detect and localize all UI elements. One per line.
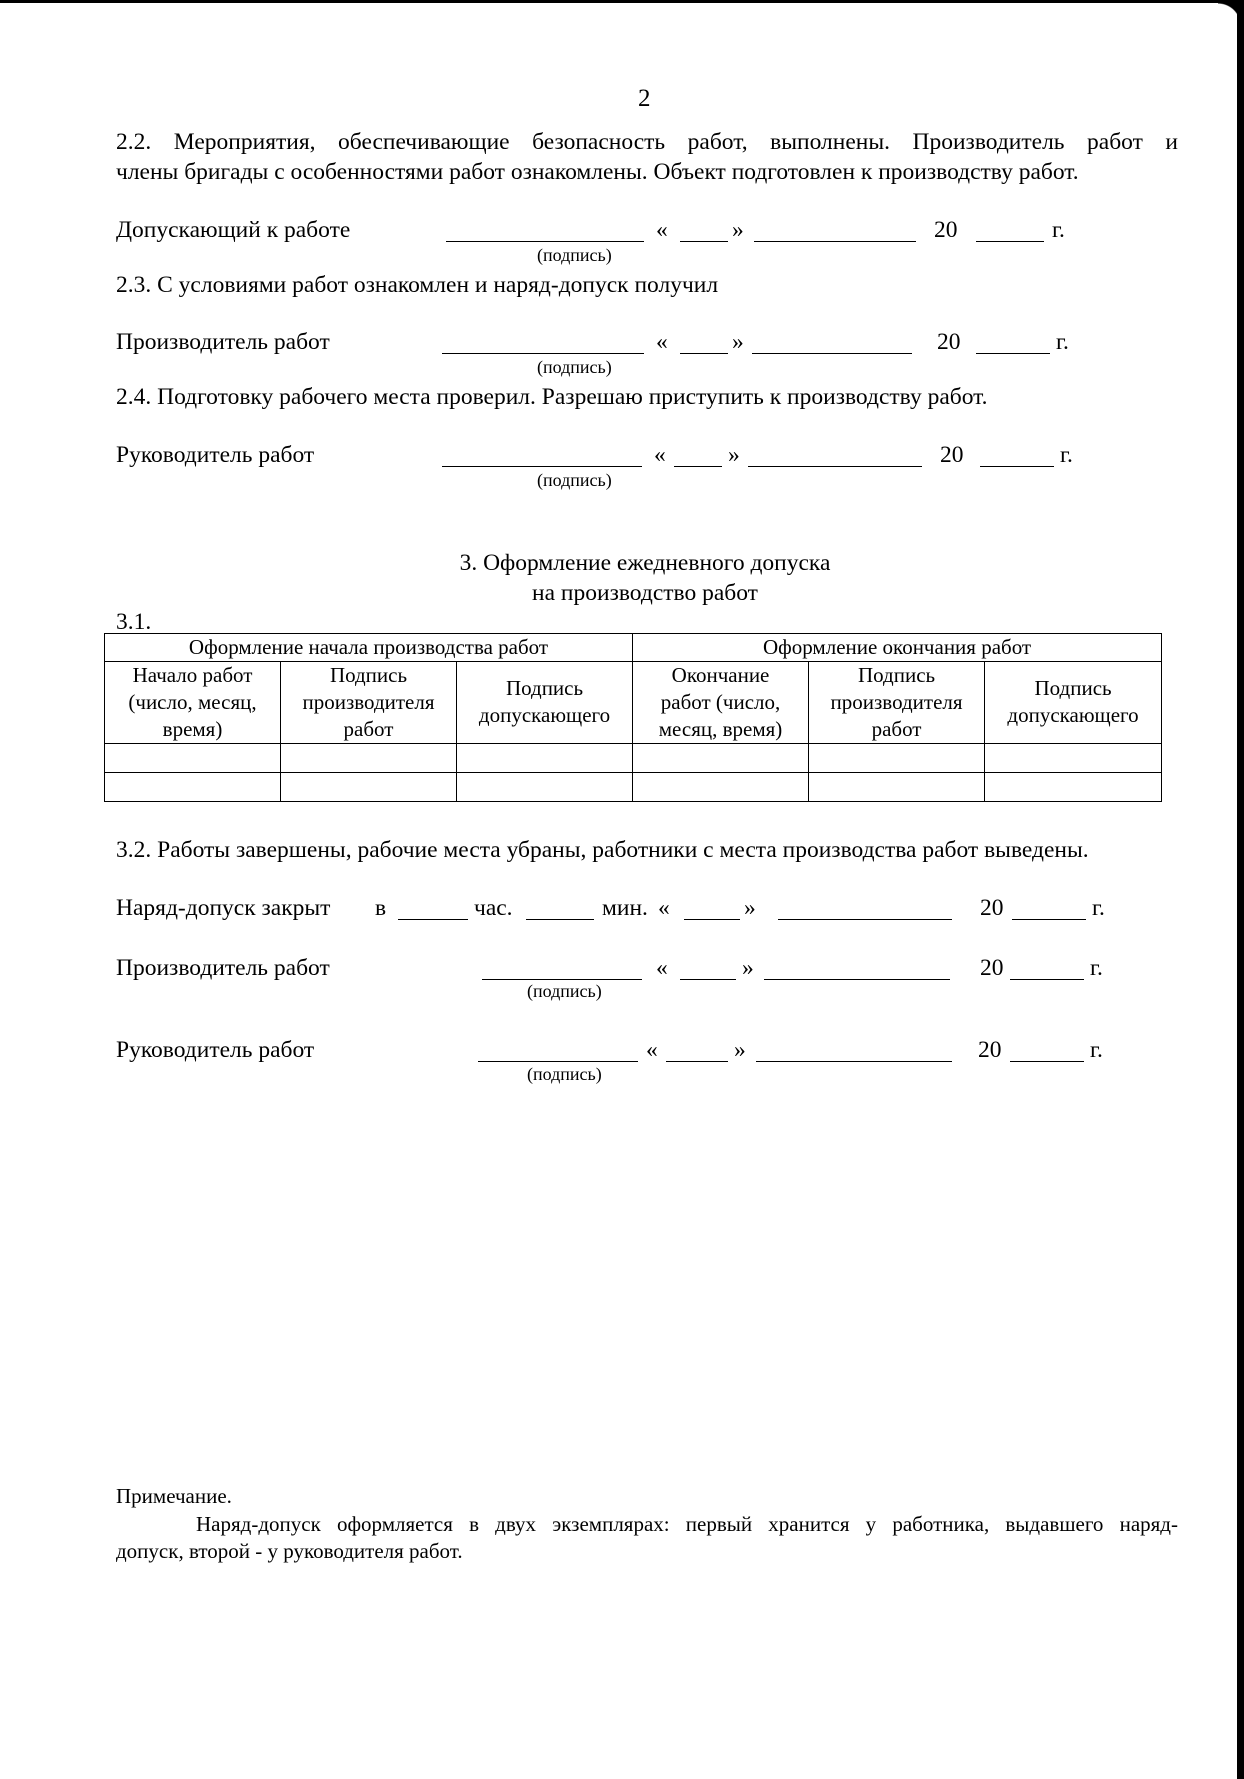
minutes-line xyxy=(526,919,594,920)
note-title: Примечание. xyxy=(116,1484,232,1508)
date-close-quote: » xyxy=(744,895,756,921)
date-open-quote: « xyxy=(654,442,666,468)
day-line xyxy=(666,1061,728,1062)
table-cell[interactable] xyxy=(985,743,1162,772)
year-prefix: 20 xyxy=(980,895,1004,921)
year-line xyxy=(976,241,1044,242)
scan-edge-right xyxy=(1237,0,1244,1779)
table-row xyxy=(105,772,1162,801)
day-line xyxy=(674,466,722,467)
year-prefix: 20 xyxy=(937,329,961,355)
minutes-label: мин. xyxy=(602,895,648,921)
table-cell[interactable] xyxy=(105,772,281,801)
date-open-quote: « xyxy=(646,1037,658,1063)
year-line xyxy=(976,353,1050,354)
year-line xyxy=(980,466,1054,467)
manager-signature-line xyxy=(442,466,642,467)
scan-edge-top xyxy=(0,0,1244,3)
year-suffix: г. xyxy=(1056,329,1069,355)
date-close-quote: » xyxy=(732,329,744,355)
closed-label: Наряд-допуск закрыт xyxy=(116,895,331,921)
s3-heading-line1: 3. Оформление ежедневного допуска xyxy=(459,550,831,576)
table-cell[interactable] xyxy=(633,743,809,772)
s2-4-text: 2.4. Подготовку рабочего места проверил. Разрешаю приступить к производству работ. xyxy=(116,384,988,410)
signature-caption: (подпись) xyxy=(527,1064,602,1084)
col-header-admitter-signature-end: Подпись допускающего xyxy=(985,662,1162,744)
table-cell[interactable] xyxy=(809,743,985,772)
year-suffix: г. xyxy=(1090,1037,1103,1063)
table-cell[interactable] xyxy=(633,772,809,801)
closing-producer-label: Производитель работ xyxy=(116,955,330,981)
month-line xyxy=(756,1061,952,1062)
group-header-start: Оформление начала производства работ xyxy=(105,634,633,662)
table-cell[interactable] xyxy=(457,743,633,772)
day-line xyxy=(680,979,736,980)
table-cell[interactable] xyxy=(105,743,281,772)
col-header-producer-signature-end: Подпись производителя работ xyxy=(809,662,985,744)
closed-in-word: в xyxy=(375,895,387,921)
s2-2-line1: 2.2. Мероприятия, обеспечивающие безопасность работ, выполнены. Производитель работ и xyxy=(116,129,1178,155)
closing-producer-signature-line xyxy=(482,979,642,980)
year-line xyxy=(1010,1061,1084,1062)
col-header-start-time: Начало работ (число, месяц, время) xyxy=(105,662,281,744)
signature-caption: (подпись) xyxy=(527,981,602,1001)
table-cell[interactable] xyxy=(809,772,985,801)
date-open-quote: « xyxy=(656,329,668,355)
year-line xyxy=(1010,979,1084,980)
manager-label: Руководитель работ xyxy=(116,442,315,468)
year-prefix: 20 xyxy=(940,442,964,468)
admitter-signature-line xyxy=(446,241,644,242)
closing-manager-label: Руководитель работ xyxy=(116,1037,315,1063)
s2-3-text: 2.3. С условиями работ ознакомлен и наряд-допуск получил xyxy=(116,272,719,298)
s3-2-text: 3.2. Работы завершены, рабочие места убраны, работники с места производства работ выведены. xyxy=(116,837,1089,863)
producer-label: Производитель работ xyxy=(116,329,330,355)
producer-signature-line xyxy=(442,353,644,354)
table-cell[interactable] xyxy=(457,772,633,801)
year-suffix: г. xyxy=(1090,955,1103,981)
date-open-quote: « xyxy=(658,895,670,921)
table-cell[interactable] xyxy=(281,772,457,801)
month-line xyxy=(752,353,912,354)
date-close-quote: » xyxy=(732,217,744,243)
signature-caption: (подпись) xyxy=(537,245,612,265)
signature-caption: (подпись) xyxy=(537,470,612,490)
date-close-quote: » xyxy=(734,1037,746,1063)
month-line xyxy=(778,919,952,920)
year-prefix: 20 xyxy=(978,1037,1002,1063)
group-header-end: Оформление окончания работ xyxy=(633,634,1162,662)
table-cell[interactable] xyxy=(281,743,457,772)
col-header-producer-signature: Подпись производителя работ xyxy=(281,662,457,744)
table-row xyxy=(105,743,1162,772)
s2-2-line2: члены бригады с особенностями работ ознакомлены. Объект подготовлен к производству работ. xyxy=(116,159,1079,185)
date-close-quote: » xyxy=(728,442,740,468)
date-open-quote: « xyxy=(656,955,668,981)
month-line xyxy=(748,466,922,467)
daily-admission-table xyxy=(104,633,1162,802)
month-line xyxy=(764,979,950,980)
note-line1: Наряд-допуск оформляется в двух экземплярах: первый хранится у работника, выдавшего наряд- xyxy=(196,1512,1178,1536)
signature-caption: (подпись) xyxy=(537,357,612,377)
date-close-quote: » xyxy=(742,955,754,981)
page-number: 2 xyxy=(638,85,651,112)
month-line xyxy=(754,241,916,242)
year-prefix: 20 xyxy=(980,955,1004,981)
hours-label: час. xyxy=(474,895,513,921)
s3-1-label: 3.1. xyxy=(116,609,152,635)
year-line xyxy=(1012,919,1086,920)
admitter-label: Допускающий к работе xyxy=(116,217,351,243)
year-suffix: г. xyxy=(1092,895,1105,921)
s3-heading-line2: на производство работ xyxy=(532,580,758,606)
note-line2: допуск, второй - у руководителя работ. xyxy=(116,1539,463,1563)
col-header-end-time: Окончание работ (число, месяц, время) xyxy=(633,662,809,744)
scan-corner xyxy=(1218,0,1244,26)
year-suffix: г. xyxy=(1052,217,1065,243)
year-suffix: г. xyxy=(1060,442,1073,468)
day-line xyxy=(680,353,728,354)
day-line xyxy=(684,919,740,920)
year-prefix: 20 xyxy=(934,217,958,243)
table-cell[interactable] xyxy=(985,772,1162,801)
day-line xyxy=(680,241,728,242)
date-open-quote: « xyxy=(656,217,668,243)
closing-manager-signature-line xyxy=(478,1061,638,1062)
hours-line xyxy=(398,919,468,920)
col-header-admitter-signature: Подпись допускающего xyxy=(457,662,633,744)
